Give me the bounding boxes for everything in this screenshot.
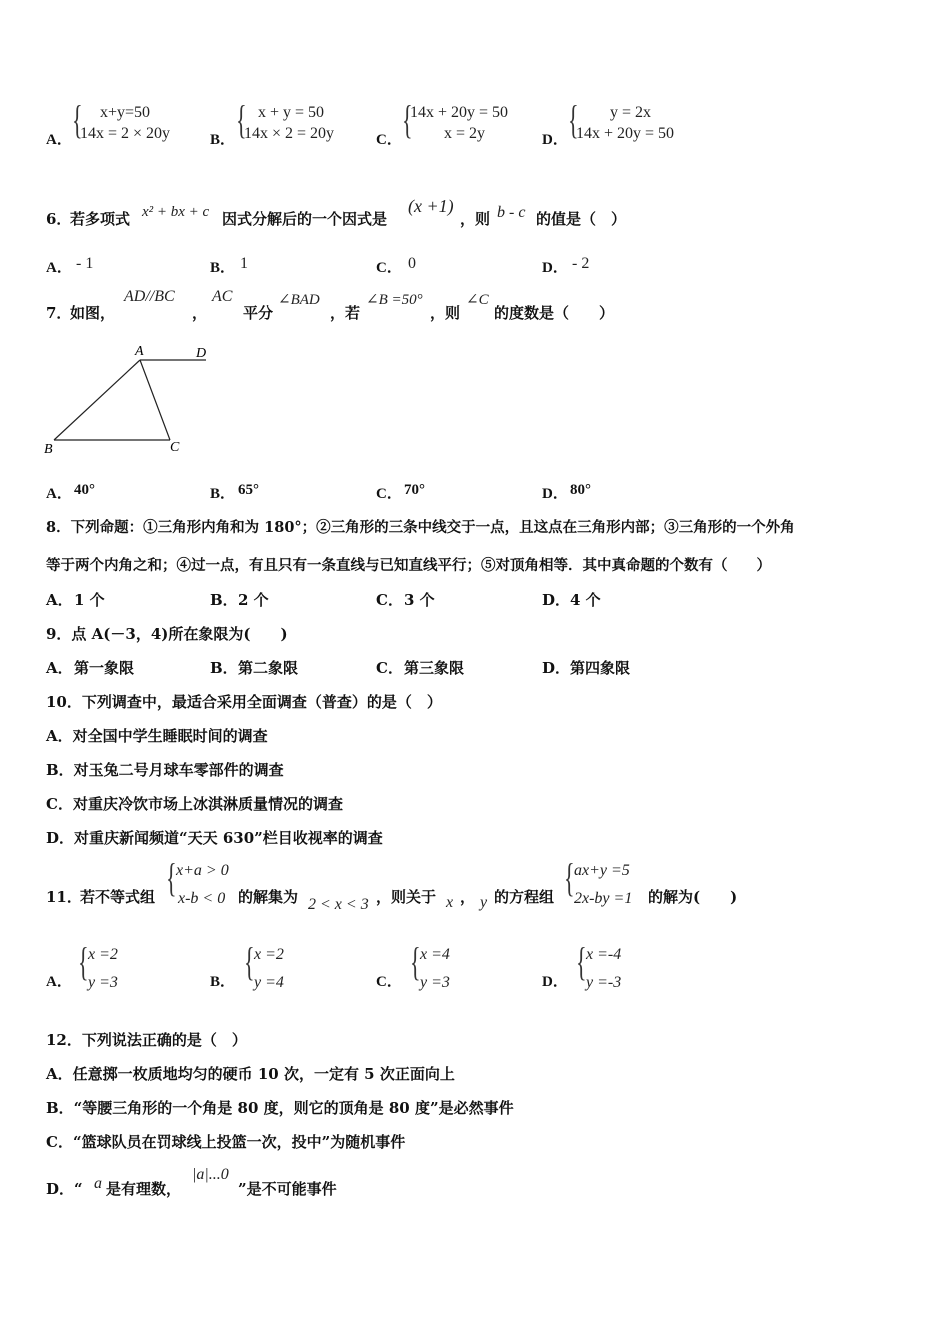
q5-option-a-eq2: 14x = 2 × 20y [80,125,171,142]
q12-option-d-math-a: a [94,1175,102,1192]
q7-math-ac: AC [212,288,233,305]
q5-option-c-eq2: x = 2y [444,125,486,142]
q6-math-polynomial: x² + bx + c [142,204,210,220]
q7-text-2: ， [192,304,208,322]
q11-option-d-y: y =-3 [586,974,622,991]
q8-option-a-label: A． [46,591,73,609]
q6-text-1: 若多项式 [70,210,131,228]
q10-stem: 10．下列调查中，最适合采用全面调查（普查）的是（ ） [46,693,442,711]
q5-option-a-eq1: x+y=50 [100,104,151,121]
q12-stem: 12．下列说法正确的是（ ） [46,1031,247,1049]
q11-option-b-x: x =2 [254,946,284,963]
q7-option-a-label: A． [46,486,72,502]
q8-option-b-value: 2 个 [238,591,269,609]
brace-icon: { [72,97,83,142]
q6-number: 6． [46,210,72,228]
q9-option-c-label: C． [376,659,403,677]
brace-icon: { [576,939,587,984]
q5-option-c-label: C． [376,132,402,148]
q6-option-a-value: - 1 [76,255,94,272]
q5-option-d-label: D． [542,132,568,148]
q7-text-4: ，若 [330,304,361,322]
q7-text-5: ，则 [430,304,461,322]
q7-math-parallel: AD//BC [124,288,175,305]
q8-option-b-label: B． [210,591,238,609]
q10-option-b: B．对玉兔二号月球车零部件的调查 [46,761,284,779]
q10-option-d: D．对重庆新闻频道“天天 630”栏目收视率的调查 [46,829,383,847]
q6-text-2: 因式分解后的一个因式是 [222,210,388,228]
q5-option-b-eq1: x + y = 50 [258,104,325,121]
brace-icon: { [78,939,89,984]
q11-option-d-x: x =-4 [586,946,622,963]
q7-option-d-value: 80° [570,482,591,498]
q11-option-a-label: A． [46,974,72,990]
q9-stem: 9．点 A(－3，4)所在象限为( ) [46,625,288,643]
q8-option-a-value: 1 个 [74,591,105,609]
q6-option-b-label: B． [210,260,236,276]
q5-option-b-label: B． [210,132,236,148]
q12-option-d-text-1: 是有理数， [106,1180,182,1198]
q7-number: 7． [46,304,72,322]
q9-option-a-label: A． [46,659,73,677]
point-c-label: C [170,440,180,455]
segment-ab [54,360,140,440]
q9-option-a-value: 第一象限 [74,659,135,677]
point-a-label: A [135,344,144,359]
brace-icon: { [166,855,177,900]
q11-inequality-1: x+a > 0 [176,862,229,879]
q6-math-expression: b - c [497,204,526,221]
q12-option-d-label: D．“ [46,1180,83,1198]
q6-text-3: ，则 [460,210,491,228]
q10-option-a: A．对全国中学生睡眠时间的调查 [46,727,268,745]
q9-option-d-label: D． [542,659,571,677]
q7-math-angle-b: ∠B =50° [366,292,423,308]
brace-icon: { [568,97,579,142]
q7-option-c-label: C． [376,486,402,502]
point-b-label: B [44,442,53,457]
q6-option-d-value: - 2 [572,255,590,272]
q11-math-y: y [480,894,488,911]
q11-text-2: 的解集为 [238,888,299,906]
q11-text-5: 的方程组 [494,888,555,906]
q12-option-d-text-2: ”是不可能事件 [238,1180,337,1198]
segment-ac [140,360,170,440]
q9-option-b-label: B． [210,659,238,677]
q11-option-a-x: x =2 [88,946,118,963]
brace-icon: { [410,939,421,984]
q11-option-c-label: C． [376,974,402,990]
q7-triangle-figure [40,340,220,460]
q7-option-c-value: 70° [404,482,425,498]
q7-math-angle-c: ∠C [466,292,489,308]
q11-math-x: x [446,894,454,911]
q7-text-1: 如图， [70,304,116,322]
q5-option-d-eq1: y = 2x [610,104,652,121]
brace-icon: { [402,97,413,142]
q12-option-a: A．任意掷一枚质地均匀的硬币 10 次，一定有 5 次正面向上 [46,1065,455,1083]
q12-option-d-math-abs: |a|...0 [192,1166,229,1183]
q9-option-d-value: 第四象限 [570,659,631,677]
q11-text-3: ，则关于 [376,888,437,906]
q11-option-c-y: y =3 [420,974,450,991]
q8-option-c-value: 3 个 [404,591,435,609]
q5-option-d-eq2: 14x + 20y = 50 [576,125,675,142]
q11-equation-2: 2x-by =1 [574,890,633,907]
q6-option-a-label: A． [46,260,72,276]
q6-text-4: 的值是（ ） [536,210,627,228]
q7-text-6: 的度数是（ ） [494,304,615,322]
q8-stem-line-2: 等于两个内角之和；④过一点，有且只有一条直线与已知直线平行；⑤对顶角相等．其中真命题的个数有（ ） [46,557,771,574]
q5-option-a-label: A． [46,132,72,148]
q7-option-d-label: D． [542,486,568,502]
q11-option-c-x: x =4 [420,946,450,963]
q9-option-c-value: 第三象限 [404,659,465,677]
q11-text-4: ， [460,888,476,906]
q6-math-factor: (x +1) [408,196,454,216]
q11-option-b-y: y =4 [254,974,284,991]
q8-stem-line-1: 8．下列命题：①三角形内角和为 180°；②三角形的三条中线交于一点，且这点在三角形内部；③三角形的一个外角 [46,519,795,536]
brace-icon: { [564,855,575,900]
q7-math-angle-bad: ∠BAD [278,292,320,308]
q6-option-b-value: 1 [240,255,248,272]
q11-inequality-2: x-b < 0 [178,890,226,907]
brace-icon: { [244,939,255,984]
point-d-label: D [196,346,207,361]
q12-option-b: B．“等腰三角形的一个角是 80 度，则它的顶角是 80 度”是必然事件 [46,1099,514,1117]
q8-option-d-value: 4 个 [570,591,601,609]
q11-option-a-y: y =3 [88,974,118,991]
q7-option-b-label: B． [210,486,236,502]
q6-option-c-value: 0 [408,255,416,272]
q11-number: 11． [46,888,82,906]
q9-option-b-value: 第二象限 [238,659,299,677]
q7-text-3: 平分 [243,304,274,322]
q6-option-c-label: C． [376,260,402,276]
q11-option-d-label: D． [542,974,568,990]
q11-math-solution-set: 2 < x < 3 [308,896,369,913]
q8-option-c-label: C． [376,591,403,609]
q12-option-c: C．“篮球队员在罚球线上投篮一次，投中”为随机事件 [46,1133,406,1151]
q6-option-d-label: D． [542,260,568,276]
q11-text-1: 若不等式组 [80,888,156,906]
q5-option-c-eq1: 14x + 20y = 50 [410,104,509,121]
q11-option-b-label: B． [210,974,236,990]
brace-icon: { [236,97,247,142]
q11-equation-1: ax+y =5 [574,862,630,879]
q7-option-b-value: 65° [238,482,259,498]
q10-option-c: C．对重庆冷饮市场上冰淇淋质量情况的调查 [46,795,343,813]
q8-option-d-label: D． [542,591,571,609]
q7-option-a-value: 40° [74,482,95,498]
q5-option-b-eq2: 14x × 2 = 20y [244,125,335,142]
q11-text-6: 的解为( ) [648,888,738,906]
